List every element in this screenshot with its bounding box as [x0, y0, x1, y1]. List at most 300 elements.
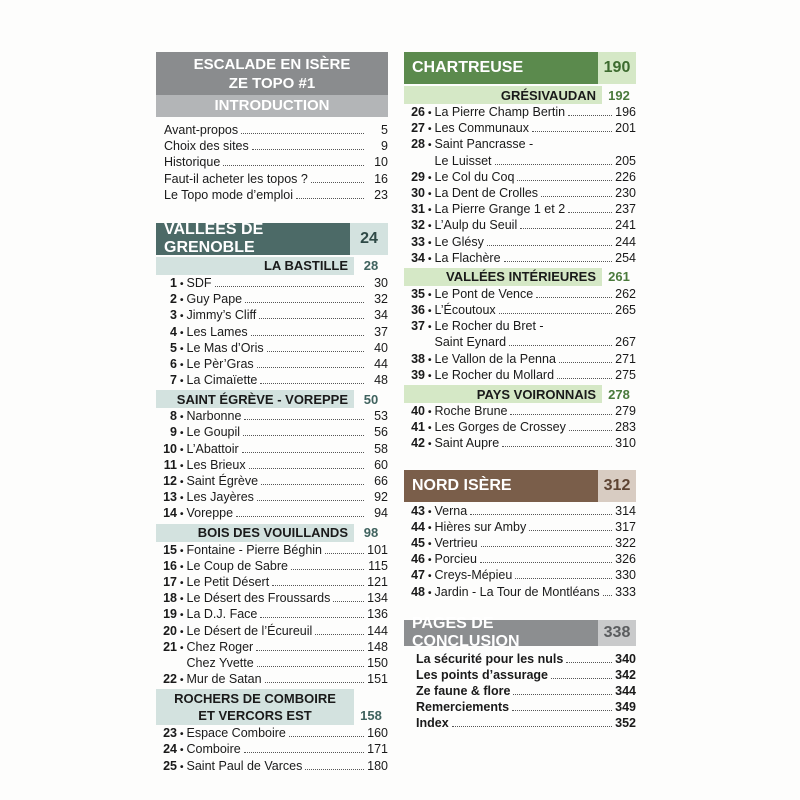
toc-entry: [156, 671, 388, 687]
entry-number: 22: [163, 672, 177, 687]
subsection-title: LA BASTILLE: [156, 257, 354, 275]
bullet-icon: •: [428, 172, 432, 184]
entry-page: 349: [615, 700, 636, 715]
toc-entry: [156, 606, 388, 622]
entry-page: 262: [615, 286, 636, 301]
entry-number: 46: [411, 552, 425, 567]
entry-page: 267: [615, 335, 636, 350]
dot-leader: [245, 302, 364, 303]
entry-page: 16: [374, 171, 388, 186]
bullet-icon: •: [428, 423, 432, 435]
entry-page: 9: [381, 139, 388, 154]
subsection-title: VALLÉES INTÉRIEURES: [404, 268, 602, 286]
toc-entry: [404, 367, 636, 383]
dot-leader: [315, 634, 364, 635]
gresivaudan-list: [404, 104, 636, 266]
entry-page: 44: [374, 356, 388, 371]
section-header-nord-isere: [404, 470, 636, 502]
entry-title: Saint Eynard: [434, 335, 507, 350]
entry-title: Chez Roger: [186, 639, 254, 654]
bullet-icon: •: [180, 444, 184, 456]
bullet-icon: •: [428, 221, 432, 233]
subsection-page: 261: [608, 269, 630, 285]
subsection-page: 192: [608, 87, 630, 103]
entry-page: 92: [374, 490, 388, 505]
entry-number: 17: [163, 574, 177, 589]
entry-title: La Dent de Crolles: [434, 185, 539, 200]
dot-leader: [241, 133, 364, 134]
bullet-icon: •: [180, 545, 184, 557]
entry-number: 31: [411, 202, 425, 217]
entry-title: Le Pèr’Gras: [186, 356, 254, 371]
toc-entry: [156, 542, 388, 558]
bullet-icon: •: [180, 376, 184, 388]
entry-number: 24: [163, 742, 177, 757]
toc-entry: [156, 275, 388, 291]
toc-entry: [156, 324, 388, 340]
entry-page: 344: [615, 684, 636, 699]
entry-number: 20: [163, 623, 177, 638]
entry-title: Ze faune & flore: [416, 684, 511, 699]
dot-leader: [502, 446, 612, 447]
entry-title: Roche Brune: [434, 404, 508, 418]
entry-page: 314: [615, 503, 636, 518]
entry-title: Le Goupil: [186, 425, 241, 440]
toc-entry: [416, 699, 636, 715]
entry-page: 352: [615, 716, 636, 731]
dot-leader: [244, 419, 364, 420]
entry-title: Le Topo mode d’emploi: [164, 187, 294, 202]
book-title-line2: ZE TOPO #1: [228, 75, 316, 92]
entry-page: 144: [367, 623, 388, 638]
toc-entry: [404, 169, 636, 185]
dot-leader: [272, 585, 364, 586]
dot-leader: [520, 228, 612, 229]
entry-number: 15: [163, 542, 177, 557]
bullet-icon: •: [180, 460, 184, 472]
entry-number: 30: [411, 185, 425, 200]
entry-title: L’Aulp du Seuil: [434, 218, 518, 233]
dot-leader: [296, 198, 364, 199]
entry-title: Faut-il acheter les topos ?: [164, 171, 308, 186]
dot-leader: [249, 468, 364, 469]
section-header-conclusion: [404, 614, 636, 650]
dot-leader: [261, 484, 364, 485]
bullet-icon: •: [180, 729, 184, 741]
entry-title: Jimmy’s Cliff: [186, 308, 257, 323]
entry-title: Porcieu: [434, 552, 477, 567]
toc-entry: [404, 201, 636, 217]
entry-title: Historique: [164, 155, 221, 170]
dot-leader: [510, 414, 612, 415]
entry-title: Saint Pancrasse -: [434, 137, 534, 152]
entry-number: 21: [163, 639, 177, 654]
entry-title: Remerciements: [416, 700, 510, 715]
dot-leader: [568, 115, 612, 116]
entry-title: Comboire: [186, 742, 241, 757]
entry-title: Index: [416, 716, 449, 731]
toc-entry: [404, 153, 636, 169]
toc-entry: [156, 424, 388, 440]
entry-number: 19: [163, 607, 177, 622]
dot-leader: [251, 335, 364, 336]
toc-entry: [156, 473, 388, 489]
left-column: [156, 52, 388, 774]
bullet-icon: •: [428, 140, 432, 152]
book-title: [156, 52, 388, 95]
entry-page: 241: [615, 218, 636, 233]
dot-leader: [481, 546, 612, 547]
nord-isere-list: [404, 503, 636, 600]
entry-number: 29: [411, 169, 425, 184]
bullet-icon: •: [428, 354, 432, 366]
entry-page: 275: [615, 367, 636, 382]
entry-page: 30: [374, 275, 388, 290]
toc-entry: [404, 120, 636, 136]
dot-leader: [259, 318, 364, 319]
entry-page: 180: [367, 758, 388, 773]
dot-leader: [557, 378, 612, 379]
bullet-icon: •: [180, 509, 184, 521]
bullet-icon: •: [428, 370, 432, 382]
dot-leader: [242, 452, 364, 453]
bullet-icon: •: [428, 188, 432, 200]
entry-title: Saint Paul de Varces: [186, 758, 303, 773]
bullet-icon: •: [428, 205, 432, 217]
entry-title: Jardin - La Tour de Montléans: [434, 584, 600, 599]
entry-page: 151: [367, 672, 388, 687]
subsection-page: 98: [363, 525, 379, 541]
toc-entry: [156, 441, 388, 457]
bullet-icon: •: [428, 538, 432, 550]
section-page: 312: [598, 470, 636, 502]
entry-title: Choix des sites: [164, 139, 249, 154]
subsection-title-line2: ET VERCORS EST: [198, 708, 312, 724]
entry-page: 121: [367, 574, 388, 589]
subsection-title: BOIS DES VOUILLANDS: [156, 524, 354, 542]
entry-title: La Cimaïette: [186, 373, 258, 388]
toc-entry: [164, 171, 388, 187]
dot-leader: [311, 182, 364, 183]
subsection-header-comboire: [156, 689, 388, 725]
toc-entry: [404, 234, 636, 250]
toc-entry: [164, 154, 388, 170]
bullet-icon: •: [180, 278, 184, 290]
toc-entry: [404, 435, 636, 451]
bullet-icon: •: [180, 428, 184, 440]
subsection-title: [156, 689, 354, 725]
entry-number: 8: [170, 409, 177, 424]
toc-entry: [156, 574, 388, 590]
entry-title: Vertrieu: [434, 535, 478, 550]
entry-page: 310: [615, 436, 636, 451]
toc-entry: [404, 136, 636, 152]
toc-entry: [404, 334, 636, 350]
dot-leader: [559, 362, 612, 363]
intro-header: INTRODUCTION: [156, 95, 388, 117]
bullet-icon: •: [180, 561, 184, 573]
entry-page: 66: [374, 474, 388, 488]
entry-page: 265: [615, 303, 636, 318]
entry-title: Verna: [434, 503, 468, 518]
entry-number: 11: [163, 457, 177, 472]
entry-title: La sécurité pour les nuls: [416, 651, 564, 666]
entry-number: 14: [163, 506, 177, 521]
dot-leader: [291, 569, 364, 570]
bullet-icon: •: [180, 577, 184, 589]
entry-number: 7: [170, 373, 177, 388]
entry-page: 317: [615, 519, 636, 534]
toc-entry: [404, 519, 636, 535]
entry-page: 271: [615, 351, 636, 366]
bullet-icon: •: [180, 343, 184, 355]
entry-page: 254: [615, 250, 636, 265]
bullet-icon: •: [180, 493, 184, 505]
toc-entry: [164, 138, 388, 154]
dot-leader: [256, 650, 364, 651]
entry-title: Les Brieux: [186, 457, 246, 472]
dot-leader: [541, 196, 612, 197]
entry-page: 53: [374, 409, 388, 424]
toc-entry: [156, 356, 388, 372]
entry-page: 322: [615, 535, 636, 550]
subsection-header-bastille: [156, 257, 388, 275]
entry-title: Guy Pape: [186, 292, 243, 307]
bullet-icon: •: [180, 477, 184, 488]
bullet-icon: •: [180, 675, 184, 687]
entry-number: 45: [411, 535, 425, 550]
dot-leader: [513, 694, 612, 695]
entry-number: 23: [163, 726, 177, 741]
entry-number: 9: [170, 425, 177, 440]
entry-number: 28: [411, 137, 425, 152]
entry-page: 226: [615, 169, 636, 184]
section-header-chartreuse: [404, 52, 636, 84]
dot-leader: [223, 165, 364, 166]
subsection-title: SAINT ÉGRÈVE - VOREPPE: [156, 390, 354, 408]
toc-entry: [404, 535, 636, 551]
toc-entry: [156, 623, 388, 639]
entry-page: 237: [615, 202, 636, 217]
entry-number: 39: [411, 367, 425, 382]
entry-page: 37: [374, 324, 388, 339]
bullet-icon: •: [180, 761, 184, 773]
toc-entry: [404, 302, 636, 318]
dot-leader: [325, 553, 364, 554]
entry-title: La Flachère: [434, 250, 501, 265]
entry-number: 12: [163, 474, 177, 488]
dot-leader: [236, 516, 364, 517]
entry-title: Le Mas d’Oris: [186, 340, 264, 355]
toc-entry: [404, 567, 636, 583]
bullet-icon: •: [428, 506, 432, 518]
dot-leader: [517, 180, 612, 181]
subsection-header-egreve: [156, 390, 388, 408]
toc-entry: [156, 505, 388, 521]
entry-title: Narbonne: [186, 409, 242, 424]
bullet-icon: •: [180, 642, 184, 654]
entry-title: Chez Yvette: [186, 655, 254, 670]
toc-entry: [404, 217, 636, 233]
entry-number: 13: [163, 490, 177, 505]
entry-page: 342: [615, 667, 636, 682]
entry-number: 47: [411, 568, 425, 583]
dot-leader: [568, 212, 612, 213]
entry-title: Les points d’assurage: [416, 667, 548, 682]
entry-number: 10: [163, 441, 177, 456]
dot-leader: [265, 682, 364, 683]
entry-title: Le Rocher du Mollard: [434, 367, 555, 382]
entry-page: 205: [615, 153, 636, 168]
toc-entry: [156, 457, 388, 473]
entry-page: 244: [615, 234, 636, 249]
toc-entry: [156, 590, 388, 606]
subsection-page: 158: [360, 708, 382, 724]
entry-title: Les Lames: [186, 324, 248, 339]
entry-number: 35: [411, 286, 425, 301]
bullet-icon: •: [180, 327, 184, 339]
dot-leader: [305, 769, 364, 770]
entry-page: 201: [615, 121, 636, 136]
dot-leader: [515, 578, 612, 579]
section-title: CHARTREUSE: [404, 52, 598, 84]
entry-title: Le Désert des Froussards: [186, 591, 331, 606]
dot-leader: [257, 500, 364, 501]
dot-leader: [452, 726, 612, 727]
entry-page: 134: [367, 591, 388, 606]
entry-title: Fontaine - Pierre Béghin: [186, 542, 323, 557]
dot-leader: [504, 261, 612, 262]
entry-title: Avant-propos: [164, 123, 239, 137]
dot-leader: [536, 297, 612, 298]
entry-number: 5: [170, 340, 177, 355]
entry-number: 32: [411, 218, 425, 233]
subsection-page: 28: [363, 258, 379, 274]
dot-leader: [257, 666, 364, 667]
entry-page: 115: [368, 558, 388, 573]
entry-page: 23: [374, 187, 388, 202]
entry-page: 94: [374, 506, 388, 521]
bullet-icon: •: [180, 626, 184, 638]
bullet-icon: •: [180, 412, 184, 424]
entry-title: Creys-Mépieu: [434, 568, 513, 583]
section-header-grenoble: [156, 220, 388, 256]
toc-entry: [156, 489, 388, 505]
dot-leader: [495, 164, 613, 165]
entry-title: Le Luisset: [434, 153, 492, 168]
dot-leader: [243, 435, 364, 436]
subsection-title-line1: ROCHERS DE COMBOIRE: [174, 691, 336, 707]
entry-number: 4: [170, 324, 177, 339]
egreve-list: [156, 408, 388, 521]
entry-number: 1: [170, 275, 177, 290]
entry-title: Les Gorges de Crossey: [434, 420, 566, 435]
entry-title: Les Communaux: [434, 121, 530, 136]
dot-leader: [566, 662, 612, 663]
subsection-header-gresivaudan: [404, 86, 636, 104]
bullet-icon: •: [428, 571, 432, 583]
bullet-icon: •: [428, 124, 432, 136]
subsection-title: PAYS VOIRONNAIS: [404, 385, 602, 403]
entry-page: 101: [367, 542, 388, 557]
entry-number: 41: [411, 420, 425, 435]
bastille-list: [156, 275, 388, 388]
bullet-icon: •: [428, 522, 432, 534]
dot-leader: [257, 367, 364, 368]
entry-number: 18: [163, 591, 177, 606]
entry-number: 33: [411, 234, 425, 249]
bullet-icon: •: [428, 237, 432, 249]
toc-entry: [416, 683, 636, 699]
dot-leader: [260, 383, 364, 384]
toc-entry: [156, 655, 388, 671]
subsection-title: GRÉSIVAUDAN: [404, 86, 602, 104]
entry-number: 2: [170, 292, 177, 307]
entry-title: Le Glésy: [434, 234, 484, 249]
bullet-icon: •: [428, 306, 432, 318]
section-page: 190: [598, 52, 636, 84]
toc-entry: [404, 419, 636, 435]
entry-title: Le Désert de l’Écureuil: [186, 623, 313, 638]
dot-leader: [289, 736, 364, 737]
entry-page: 48: [374, 373, 388, 388]
dot-leader: [499, 313, 612, 314]
entry-title: Voreppe: [186, 506, 234, 521]
dot-leader: [529, 530, 612, 531]
toc-entry: [416, 651, 636, 667]
dot-leader: [509, 345, 612, 346]
entry-title: Hières sur Amby: [434, 519, 527, 534]
toc-entry: [404, 250, 636, 266]
dot-leader: [551, 678, 612, 679]
bullet-icon: •: [180, 610, 184, 622]
subsection-header-vallees-interieures: [404, 268, 636, 286]
entry-title: Espace Comboire: [186, 726, 286, 741]
bullet-icon: •: [428, 407, 432, 418]
bullet-icon: •: [180, 745, 184, 757]
entry-number: 3: [170, 308, 177, 323]
entry-title: La Pierre Champ Bertin: [434, 105, 566, 119]
entry-number: 27: [411, 121, 425, 136]
entry-page: 58: [374, 441, 388, 456]
entry-page: 196: [615, 105, 636, 119]
toc-entry: [164, 187, 388, 203]
intro-list: [156, 117, 388, 203]
entry-page: 330: [615, 568, 636, 583]
entry-title: Les Jayères: [186, 490, 254, 505]
dot-leader: [470, 514, 612, 515]
toc-entry: [156, 408, 388, 424]
entry-title: L’Abattoir: [186, 441, 239, 456]
bullet-icon: •: [428, 587, 432, 599]
entry-title: Le Coup de Sabre: [186, 558, 288, 573]
entry-page: 150: [367, 655, 388, 670]
entry-page: 333: [615, 584, 636, 599]
bullet-icon: •: [428, 108, 432, 119]
entry-page: 230: [615, 185, 636, 200]
dot-leader: [487, 245, 612, 246]
bullet-icon: •: [428, 322, 432, 334]
dot-leader: [569, 430, 612, 431]
subsection-header-vouillands: [156, 524, 388, 542]
toc-entry: [404, 351, 636, 367]
toc-entry: [404, 104, 636, 120]
dot-leader: [252, 149, 364, 150]
section-title: PAGES DE CONCLUSION: [404, 620, 598, 646]
dot-leader: [267, 351, 364, 352]
entry-number: 43: [411, 503, 425, 518]
toc-entry: [404, 503, 636, 519]
